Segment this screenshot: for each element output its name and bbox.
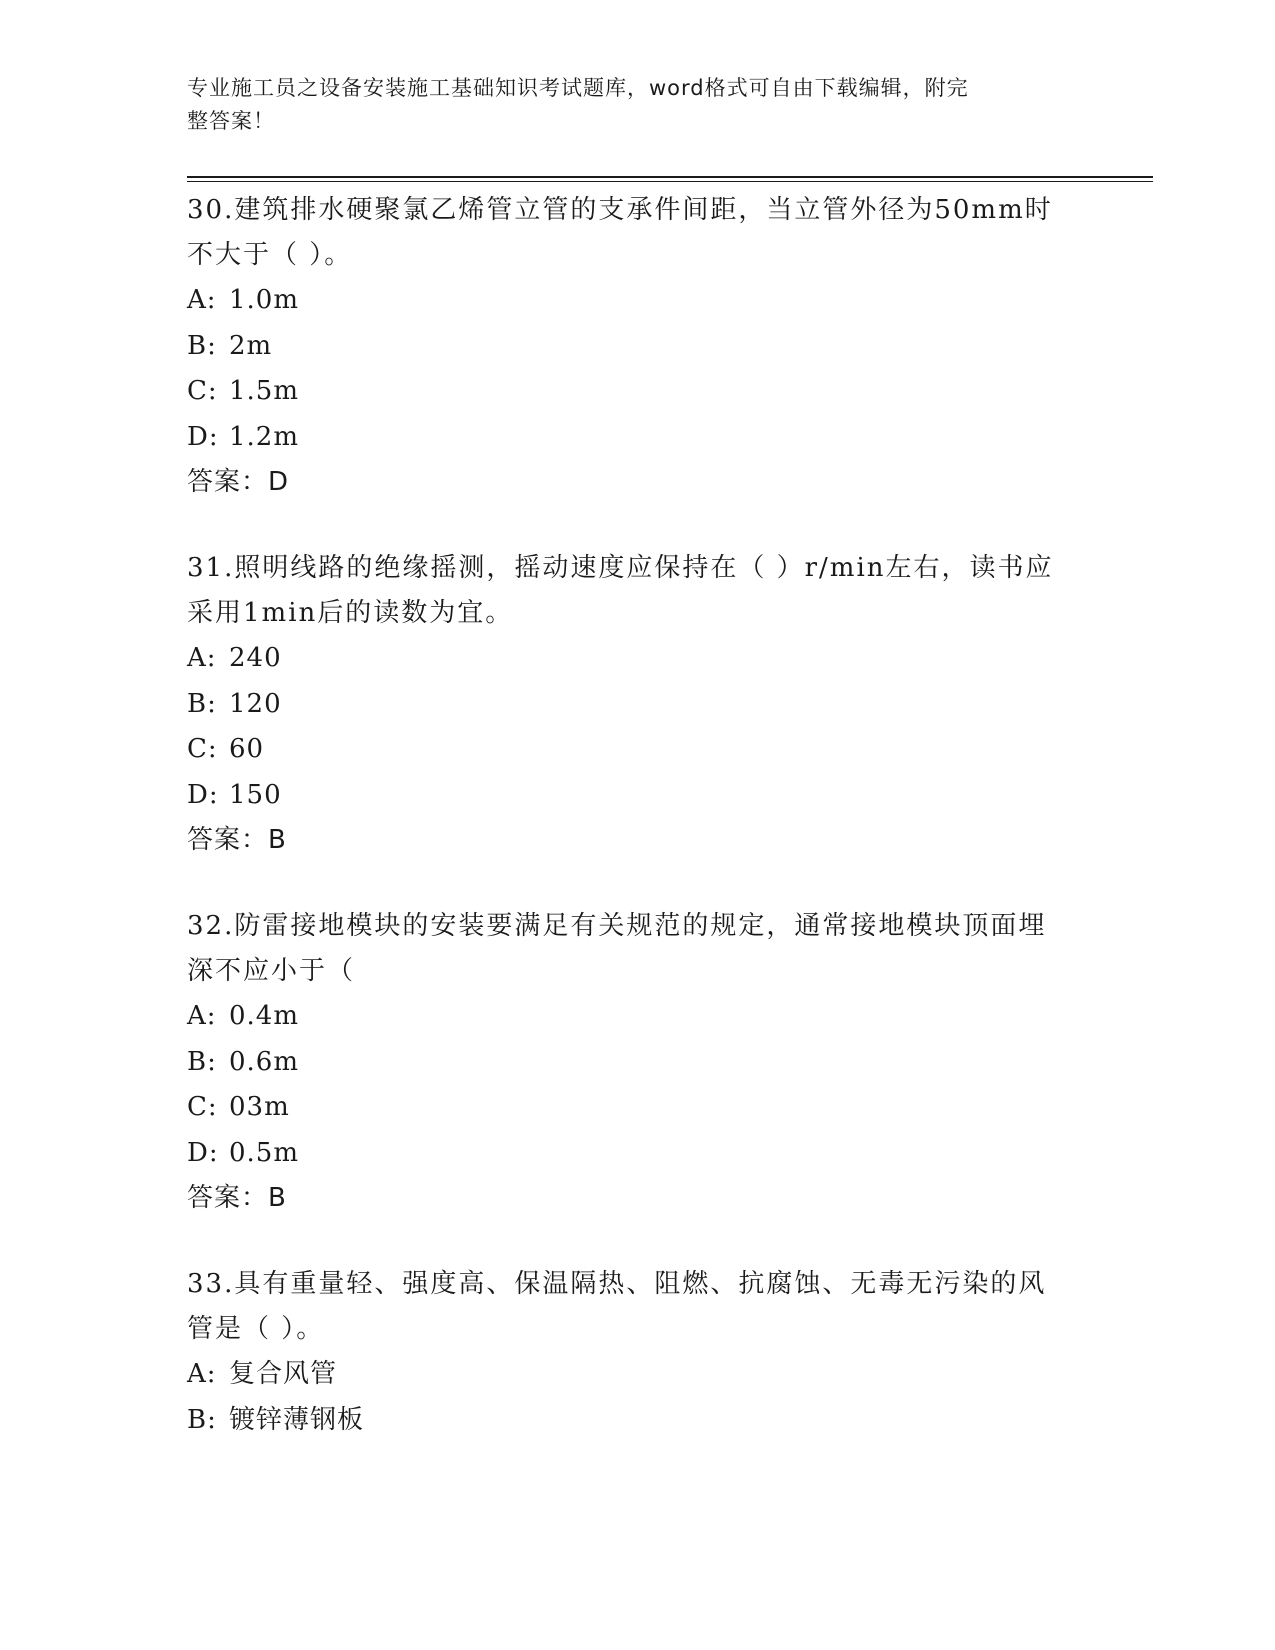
header-line-1: 专业施工员之设备安装施工基础知识考试题库，word格式可自由下载编辑，附完 [187, 76, 969, 100]
option-key: D: [187, 421, 219, 452]
option-b [187, 682, 1087, 728]
question-stem-line-1: 32.防雷接地模块的安装要满足有关规范的规定，通常接地模块顶面埋 [187, 911, 1047, 941]
option-key: A: [187, 285, 217, 315]
header-divider-thin [187, 181, 1153, 182]
question-32 [187, 904, 1087, 1220]
question-stem-line-2: 不大于（ ）。 [187, 240, 353, 270]
option-text: 60 [229, 734, 265, 764]
option-a [187, 636, 1087, 682]
question-stem-line-2: 管是（ ）。 [187, 1314, 325, 1344]
option-text: 1.5m [229, 376, 300, 406]
option-text: 1.0m [229, 285, 300, 315]
question-31 [187, 546, 1087, 862]
option-key: C: [187, 376, 218, 406]
option-text: 150 [229, 779, 282, 810]
option-key: D: [187, 1137, 219, 1168]
question-stem-line-1: 33.具有重量轻、强度高、保温隔热、阻燃、抗腐蚀、无毒无污染的风 [187, 1269, 1047, 1299]
option-key: A: [187, 1001, 217, 1031]
option-text: 镀锌薄钢板 [229, 1404, 365, 1435]
option-a [187, 994, 1087, 1040]
option-text: 0.5m [229, 1137, 300, 1168]
question-30 [187, 188, 1087, 504]
answer-line: 答案：B [187, 825, 287, 855]
option-key: C: [187, 734, 218, 764]
option-text: 03m [229, 1092, 290, 1122]
option-key: B: [187, 688, 217, 719]
option-text: 240 [229, 643, 282, 673]
option-key: D: [187, 779, 219, 810]
answer-line: 答案：B [187, 1183, 287, 1213]
option-key: B: [187, 1404, 217, 1435]
header-line-2: 整答案！ [187, 109, 275, 133]
option-a [187, 1352, 1087, 1398]
question-stem [187, 904, 1072, 994]
option-key: C: [187, 1092, 218, 1122]
option-c [187, 369, 1087, 415]
option-text: 0.4m [229, 1001, 300, 1031]
option-text: 120 [229, 688, 282, 719]
question-stem-line-2: 采用1min后的读数为宜。 [187, 598, 514, 628]
option-key: A: [187, 643, 217, 673]
option-b [187, 1398, 1087, 1444]
option-c [187, 1085, 1087, 1131]
option-b [187, 1040, 1087, 1086]
answer-line: 答案：D [187, 467, 290, 497]
question-stem-line-2: 深不应小于（ [187, 956, 356, 986]
option-key: A: [187, 1359, 217, 1389]
header-divider-thick [187, 176, 1153, 178]
option-text: 复合风管 [229, 1359, 338, 1389]
question-stem [187, 1262, 1072, 1352]
option-a [187, 278, 1087, 324]
option-text: 0.6m [229, 1046, 300, 1077]
question-stem [187, 188, 1072, 278]
option-d [187, 415, 1087, 461]
option-c [187, 727, 1087, 773]
option-text: 2m [229, 330, 273, 361]
option-d [187, 773, 1087, 819]
question-stem [187, 546, 1072, 636]
question-33 [187, 1262, 1087, 1443]
option-key: B: [187, 330, 217, 361]
document-header [187, 72, 1067, 138]
option-text: 1.2m [229, 421, 300, 452]
option-d [187, 1131, 1087, 1177]
question-list [187, 188, 1087, 1485]
question-stem-line-1: 31.照明线路的绝缘摇测，摇动速度应保持在（ ）r/min左右，读书应 [187, 553, 1054, 583]
option-key: B: [187, 1046, 217, 1077]
option-b [187, 324, 1087, 370]
question-stem-line-1: 30.建筑排水硬聚氯乙烯管立管的支承件间距，当立管外径为50mm时 [187, 195, 1053, 225]
